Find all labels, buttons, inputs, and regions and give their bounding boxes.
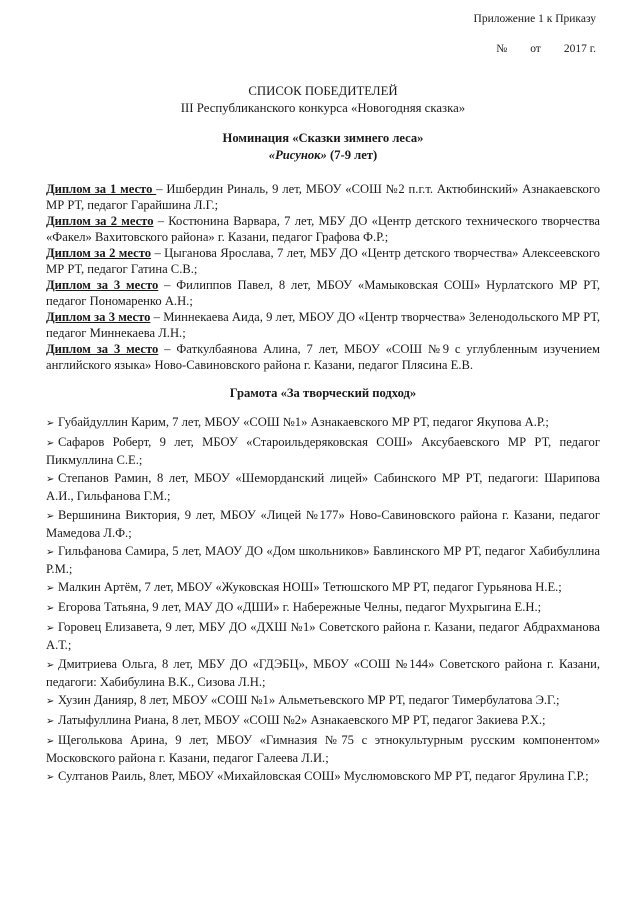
list-item-text: Вершинина Виктория, 9 лет, МБОУ «Лицей №177» Ново-Савиновского района г. Казани, педагог Мамедова Л.Ф.; [46,507,600,540]
diploma-text: – Миннекаева Аида, 9 лет, МБОУ ДО «Центр творчества» Зеленодольского МР РТ, педагог Миннекаева Л.Н.; [46,310,600,340]
list-item-text: Степанов Рамин, 8 лет, МБОУ «Шеморданский лицей» Сабинского МР РТ, педагоги: Шарипова А.И., Гильфанова Г.М.; [46,471,600,504]
attachment-note: Приложение 1 к Приказу [473,13,596,25]
list-item [46,414,600,432]
order-number-line: № от 2017 г. [496,43,596,55]
diploma-label: Диплом за 2 место [46,214,154,228]
document-title: СПИСОК ПОБЕДИТЕЛЕЙ [248,84,398,98]
diploma-entry [46,341,600,373]
list-item [46,692,600,710]
arrow-bullet-icon: ➢ [46,736,55,748]
diploma-label: Диплом за 3 место [46,278,159,292]
list-item [46,656,600,690]
list-item-text: Гильфанова Самира, 5 лет, МАОУ ДО «Дом школьников» Бавлинского МР РТ, педагог Хабибуллина Р.М.; [46,543,600,576]
diploma-label: Диплом за 1 место [46,182,157,196]
diploma-list [46,181,600,373]
diploma-text: – Фаткулбаянова Алина, 7 лет, МБОУ «СОШ №9 с углубленным изучением английского языка» Ново-Савиновского района г. Казани, педагог Плясина Е.В. [46,342,600,372]
nomination-line-2 [46,147,600,164]
list-item-text: Щеголькова Арина, 9 лет, МБОУ «Гимназия №75 с этнокультурным русским компонентом» Московского района г. Казани, педагог Галеева Л.И.; [46,733,600,766]
list-item-text: Губайдуллин Карим, 7 лет, МБОУ «СОШ №1» Азнакаевского МР РТ, педагог Якупова А.Р.; [58,415,549,429]
list-item [46,543,600,577]
arrow-bullet-icon: ➢ [46,474,55,486]
list-item [46,507,600,541]
list-item [46,712,600,730]
list-item-text: Султанов Раиль, 8лет, МБОУ «Михайловская СОШ» Муслюмовского МР РТ, педагог Ярулина Г.Р.; [58,769,589,784]
arrow-bullet-icon: ➢ [46,582,55,594]
diploma-entry [46,181,600,213]
list-item-text: Егорова Татьяна, 9 лет, МАУ ДО «ДШИ» г. Набережные Челны, педагог Мухрыгина Е.Н.; [58,600,542,615]
diploma-entry [46,213,600,245]
arrow-bullet-icon: ➢ [46,510,55,522]
diploma-entry [46,309,600,341]
diploma-label: Диплом за 2 место [46,246,152,260]
arrow-bullet-icon: ➢ [46,715,55,727]
document-subtitle: III Республиканского конкурса «Новогодняя сказка» [180,101,466,115]
list-item [46,732,600,766]
arrow-bullet-icon: ➢ [46,546,55,558]
nomination-line-1: Номинация «Сказки зимнего леса» [222,131,424,145]
diploma-text: – Костюнина Варвара, 7 лет, МБУ ДО «Центр детского технического творчества «Факел» Вахитовского района» г. Казани, педагог Графова Ф.Р.; [46,214,600,244]
arrow-bullet-icon: ➢ [46,438,55,450]
list-item [46,619,600,653]
diploma-entry [46,245,600,277]
list-item-text: Горовец Елизавета, 9 лет, МБУ ДО «ДХШ №1» Советского района г. Казани, педагог Абдрахманова А.Т.; [46,620,600,653]
arrow-bullet-icon: ➢ [46,659,55,671]
gramota-heading: Грамота «За творческий подход» [229,386,417,400]
list-item-text: Дмитриева Ольга, 8 лет, МБУ ДО «ГДЭБЦ», МБОУ «СОШ №144» Советского района г. Казани, педагоги: Хабибулина В.К., Сизова Л.Н.; [46,656,600,689]
nomination-age: (7-9 лет) [326,148,378,162]
diploma-text: – Ишбердин Риналь, 9 лет, МБОУ «СОШ №2 п.г.т. Актюбинский» Азнакаевского МР РТ, педагог Гарайшина Л.Г.; [46,182,601,212]
list-item-text: Сафаров Роберт, 9 лет, МБОУ «Староильдеряковская СОШ» Аксубаевского МР РТ, педагог Пикмуллина С.Е.; [46,435,600,468]
list-item [46,599,600,617]
arrow-bullet-icon: ➢ [46,623,55,635]
list-item-text: Латыфуллина Риана, 8 лет, МБОУ «СОШ №2» Азнакаевского МР РТ, педагог Закиева Р.Х.; [58,712,546,727]
gramota-list [46,414,600,786]
arrow-bullet-icon: ➢ [46,603,55,615]
diploma-entry [46,277,600,309]
diploma-text: – Цыганова Ярослава, 7 лет, МБУ ДО «Центр детского творчества» Алексеевского МР РТ, педагог Гатина С.В.; [46,246,600,276]
diploma-label: Диплом за 3 место [46,342,159,356]
arrow-bullet-icon: ➢ [46,418,55,429]
list-item [46,470,600,504]
list-item-text: Хузин Данияр, 8 лет, МБОУ «СОШ №1» Альметьевского МР РТ, педагог Тимербулатова Э.Г.; [58,692,560,707]
list-item [46,768,600,786]
arrow-bullet-icon: ➢ [46,695,55,707]
diploma-text: – Филиппов Павел, 8 лет, МБОУ «Мамыковская СОШ» Нурлатского МР РТ, педагог Пономаренко А.Н.; [46,278,600,308]
list-item-text: Малкин Артём, 7 лет, МБОУ «Жуковская НОШ» Тетюшского МР РТ, педагог Гурьянова Н.Е.; [58,579,562,594]
nomination-category: «Рисунок» [268,148,327,162]
list-item [46,434,600,468]
diploma-label: Диплом за 3 место [46,310,151,324]
nomination-heading [46,130,600,164]
list-item [46,579,600,597]
arrow-bullet-icon: ➢ [46,772,55,784]
